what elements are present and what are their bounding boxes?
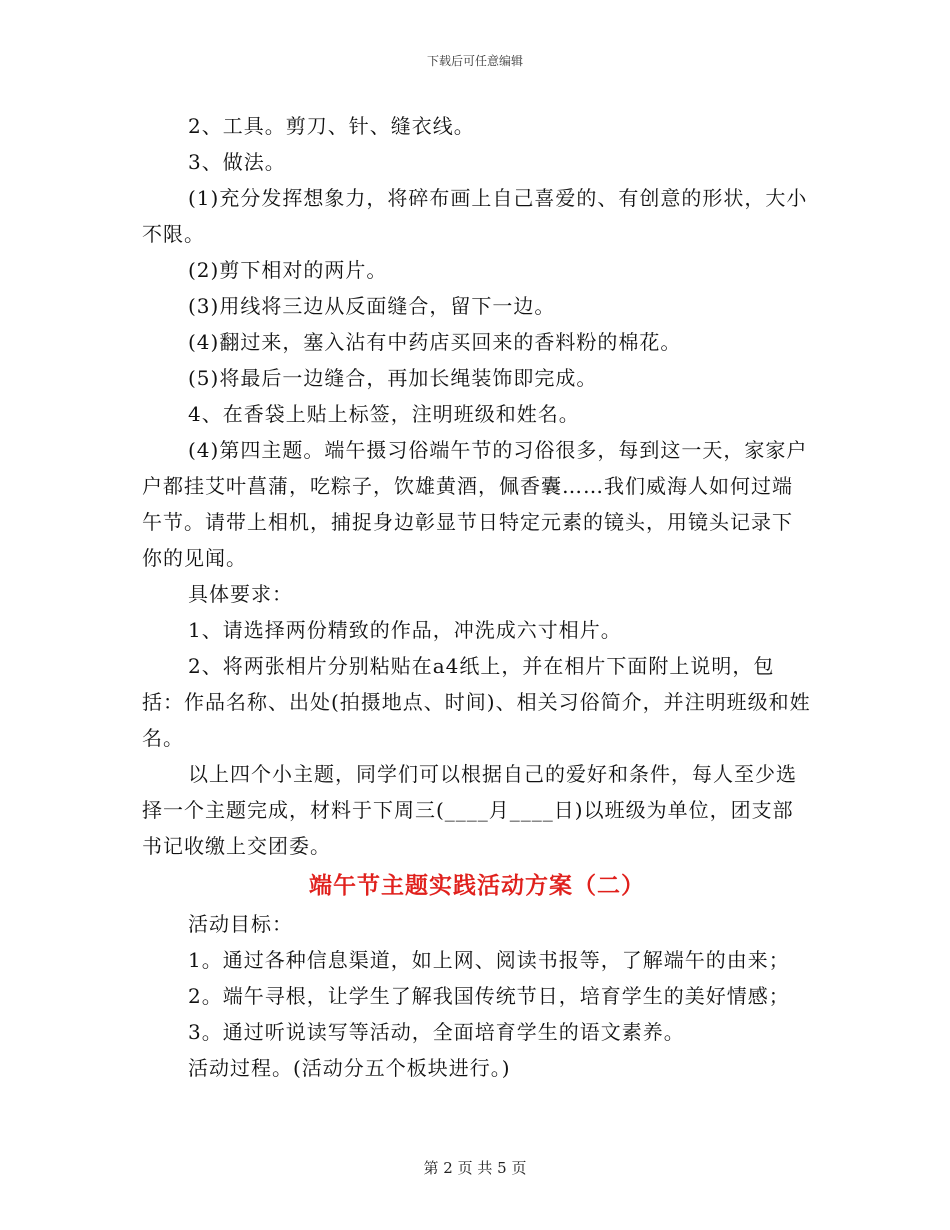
paragraph: 3、做法。 [188, 150, 286, 174]
paragraph: (2)剪下相对的两片。 [188, 258, 388, 282]
paragraph: 以上四个小主题，同学们可以根据自己的爱好和条件，每人至少选择一个主题完成，材料于下周三(____月____日)以班级为单位，团支部书记收缴上交团委。 [142, 762, 797, 858]
paragraph: 具体要求： [188, 582, 293, 606]
paragraph: 1。通过各种信息渠道，如上网、阅读书报等，了解端午的由来； [188, 948, 790, 972]
paragraph: (3)用线将三边从反面缝合，留下一边。 [188, 294, 556, 318]
paragraph: 2。端午寻根，让学生了解我国传统节日，培育学生的美好情感； [188, 984, 790, 1008]
paragraph: 1、请选择两份精致的作品，冲洗成六寸相片。 [188, 618, 622, 642]
paragraph: (1)充分发挥想象力，将碎布画上自己喜爱的、有创意的形状，大小不限。 [142, 186, 808, 246]
document-body [142, 108, 812, 1086]
paragraph: 4、在香袋上贴上标签，注明班级和姓名。 [188, 402, 580, 426]
section-a [142, 108, 812, 864]
paragraph: 活动过程。(活动分五个板块进行。) [188, 1056, 511, 1080]
section-title: 端午节主题实践活动方案（二） [309, 873, 645, 899]
paragraph: 2、工具。剪刀、针、缝衣线。 [188, 114, 475, 138]
paragraph: (4)第四主题。端午摄习俗端午节的习俗很多，每到这一天，家家户户都挂艾叶菖蒲，吃粽子，饮雄黄酒，佩香囊……我们威海人如何过端午节。请带上相机，捕捉身边彰显节日特定元素的镜头，用镜头记录下你的见闻。 [142, 438, 808, 570]
paragraph: 3。通过听说读写等活动，全面培育学生的语文素养。 [188, 1020, 685, 1044]
paragraph: 2、将两张相片分别粘贴在a4纸上，并在相片下面附上说明，包括：作品名称、出处(拍摄地点、时间)、相关习俗简介，并注明班级和姓名。 [142, 654, 811, 750]
section-b [142, 906, 812, 1086]
paragraph: (4)翻过来，塞入沾有中药店买回来的香料粉的棉花。 [188, 330, 682, 354]
paragraph: (5)将最后一边缝合，再加长绳装饰即完成。 [188, 366, 598, 390]
page-footer: 第 2 页 共 5 页 [423, 1159, 527, 1177]
paragraph: 活动目标： [188, 912, 293, 936]
page-header: 下载后可任意编辑 [426, 54, 523, 68]
